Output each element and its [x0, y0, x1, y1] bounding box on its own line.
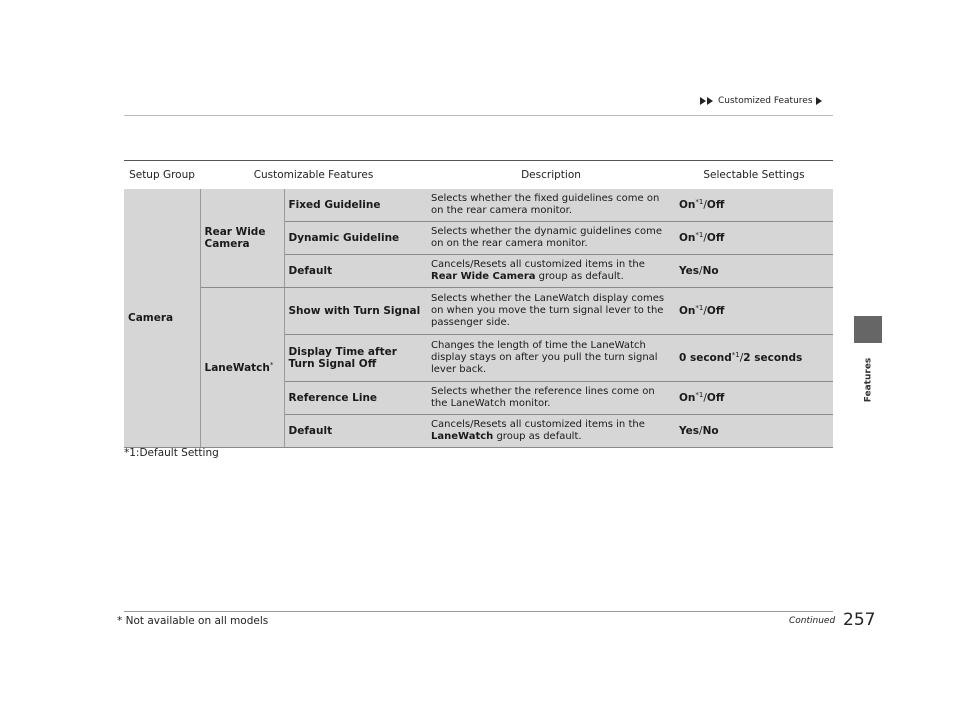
arrow-icon [816, 97, 822, 105]
subgroup-cell: Rear Wide Camera [200, 189, 284, 288]
feature-cell: Display Time after Turn Signal Off [284, 335, 427, 382]
group-cell: Camera [124, 189, 200, 448]
feature-cell: Fixed Guideline [284, 189, 427, 222]
table-row [124, 288, 833, 335]
feature-cell: Default [284, 255, 427, 288]
description-cell: Changes the length of time the LaneWatch display stays on after you pull the turn signal lever back. [427, 335, 675, 382]
double-arrow-icon [700, 97, 713, 105]
table-row [124, 189, 833, 222]
settings-cell: On$^{*1}$/Off [675, 382, 833, 415]
default-setting-note: *1:Default Setting [124, 447, 219, 459]
description-cell: Selects whether the fixed guidelines come on on the rear camera monitor. [427, 189, 675, 222]
table-header-row [124, 161, 833, 190]
continued-label: Continued [789, 616, 836, 626]
description-cell: Cancels/Resets all customized items in the Rear Wide Camera group as default. [427, 255, 675, 288]
header-setup-group: Setup Group [124, 161, 200, 190]
page-number: 257 [843, 610, 876, 630]
bottom-divider [124, 611, 833, 612]
description-cell: Cancels/Resets all customized items in the LaneWatch group as default. [427, 415, 675, 448]
customization-table [124, 160, 833, 448]
feature-cell: Dynamic Guideline [284, 222, 427, 255]
header-customizable-features: Customizable Features [200, 161, 427, 190]
settings-cell: On$^{*1}$/Off [675, 288, 833, 335]
description-cell: Selects whether the dynamic guidelines come on on the rear camera monitor. [427, 222, 675, 255]
description-cell: Selects whether the LaneWatch display comes on when you move the turn signal lever to the passenger side. [427, 288, 675, 335]
breadcrumb-section: Customized Features [718, 96, 813, 106]
header-selectable-settings: Selectable Settings [675, 161, 833, 190]
header-description: Description [427, 161, 675, 190]
breadcrumb [700, 94, 822, 108]
section-tab-label: Features [863, 357, 874, 403]
feature-cell: Default [284, 415, 427, 448]
settings-cell: On$^{*1}$/Off [675, 189, 833, 222]
settings-cell: Yes/No [675, 255, 833, 288]
settings-cell: On$^{*1}$/Off [675, 222, 833, 255]
availability-footnote: * Not available on all models [117, 615, 269, 627]
section-tab-marker [854, 316, 882, 343]
feature-cell: Show with Turn Signal [284, 288, 427, 335]
subgroup-cell: LaneWatch* [200, 288, 284, 448]
settings-cell: Yes/No [675, 415, 833, 448]
top-divider [124, 115, 833, 116]
description-cell: Selects whether the reference lines come on the LaneWatch monitor. [427, 382, 675, 415]
feature-cell: Reference Line [284, 382, 427, 415]
settings-cell: 0 second$^{*1}$/2 seconds [675, 335, 833, 382]
